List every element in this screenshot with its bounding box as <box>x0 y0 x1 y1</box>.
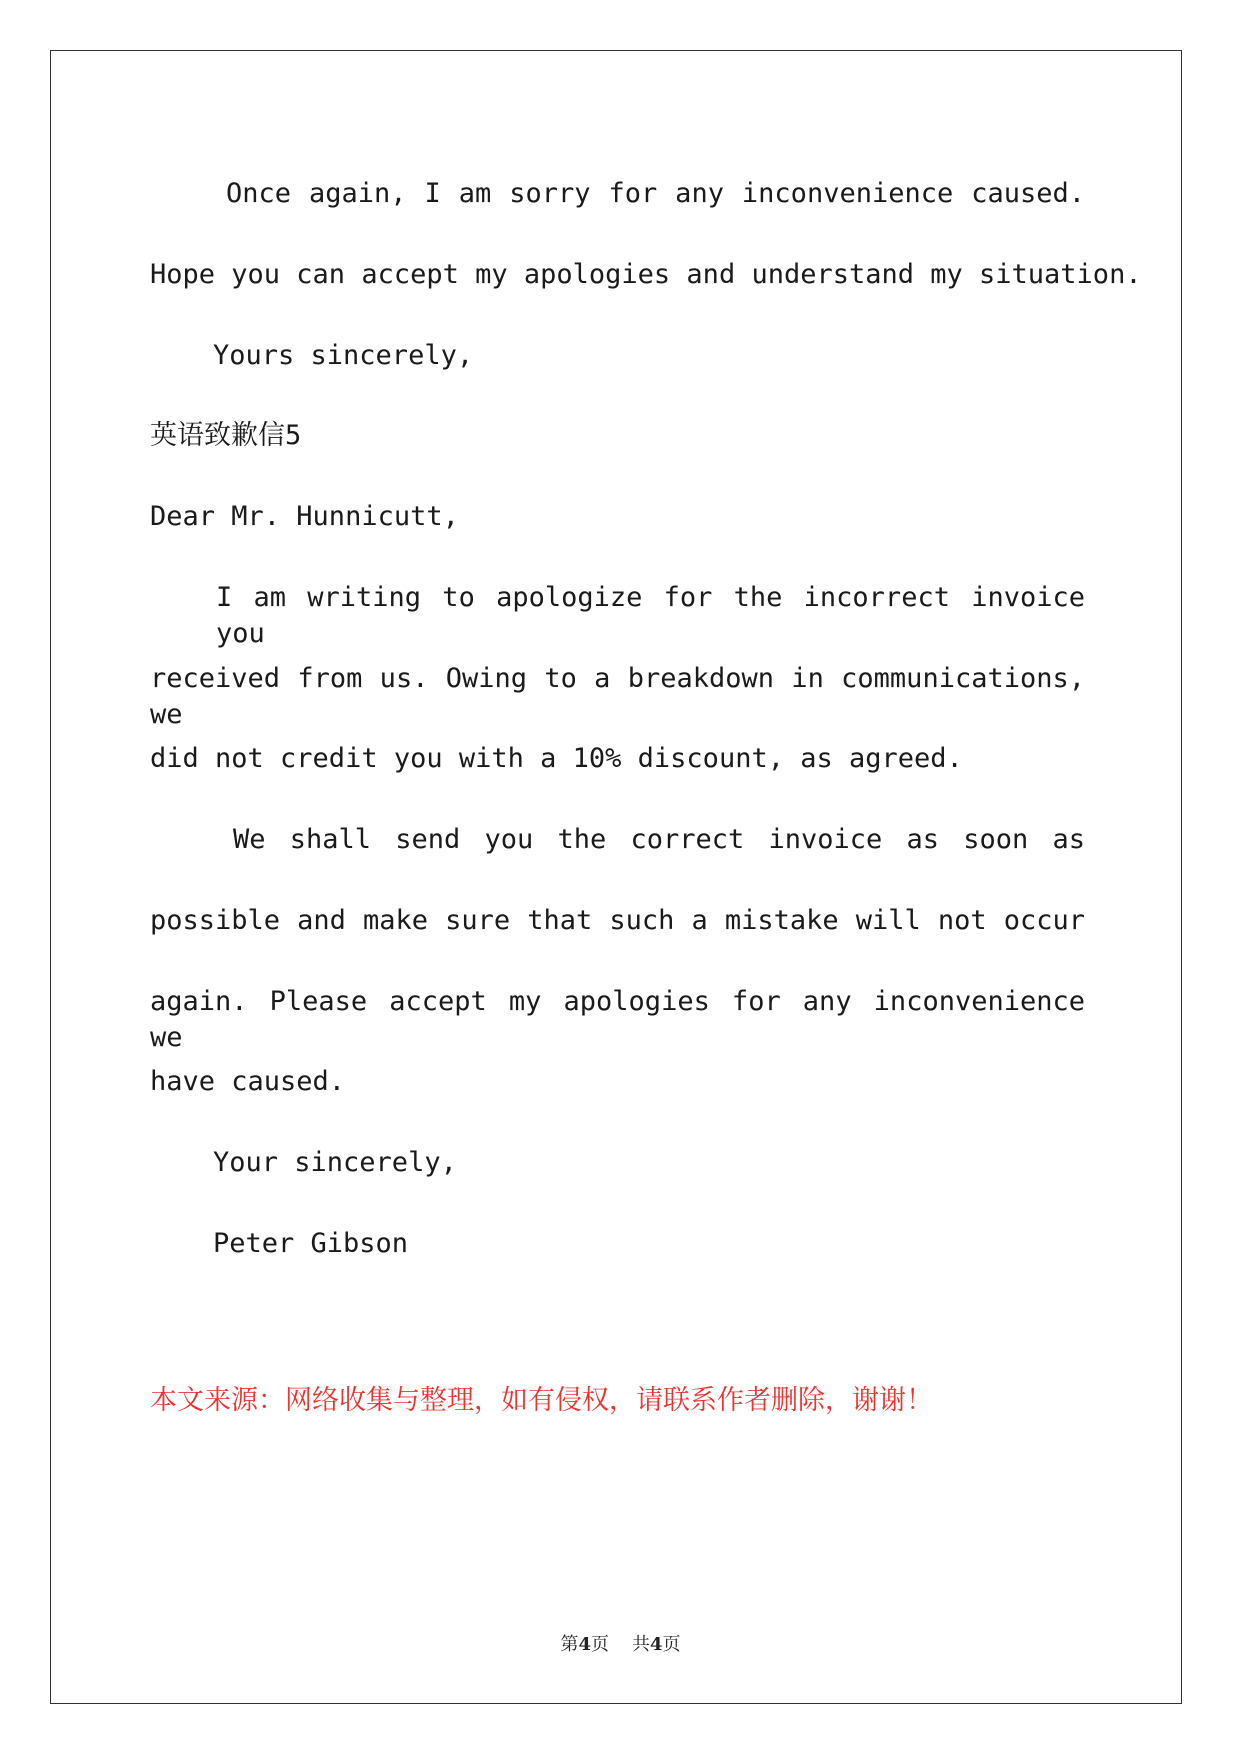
paragraph-line: We shall send you the correct invoice as soon as <box>233 824 1085 855</box>
page-frame <box>50 50 1182 1704</box>
section-heading: 英语致歉信5 <box>150 420 302 451</box>
page-current: 4 <box>578 1634 592 1655</box>
paragraph-line: Hope you can accept my apologies and understand my situation. <box>150 259 1142 290</box>
page-suffix: 页 <box>591 1634 610 1655</box>
signature-name: Peter Gibson <box>213 1228 409 1259</box>
page-footer <box>0 1630 1241 1656</box>
salutation: Dear Mr. Hunnicutt, <box>150 501 459 532</box>
paragraph-line: have caused. <box>150 1066 346 1097</box>
paragraph-line: Once again, I am sorry for any inconvenience caused. <box>226 178 1085 209</box>
total-prefix: 共 <box>631 1634 650 1655</box>
closing-line: Your sincerely, <box>213 1147 457 1178</box>
total-suffix: 页 <box>662 1634 681 1655</box>
paragraph-line: did not credit you with a 10% discount, as agreed. <box>150 743 963 774</box>
page-total: 4 <box>649 1634 663 1655</box>
closing-line: Yours sincerely, <box>213 340 474 371</box>
source-notice: 本文来源：网络收集与整理，如有侵权，请联系作者删除，谢谢！ <box>150 1385 933 1416</box>
paragraph-line: possible and make sure that such a mistake will not occur <box>150 905 1085 936</box>
page-prefix: 第 <box>560 1634 579 1655</box>
paragraph-line: received from us. Owing to a breakdown in communications, we <box>150 663 1085 730</box>
paragraph-line: again. Please accept my apologies for any inconvenience we <box>150 986 1085 1053</box>
paragraph-line: I am writing to apologize for the incorrect invoice you <box>216 582 1085 649</box>
